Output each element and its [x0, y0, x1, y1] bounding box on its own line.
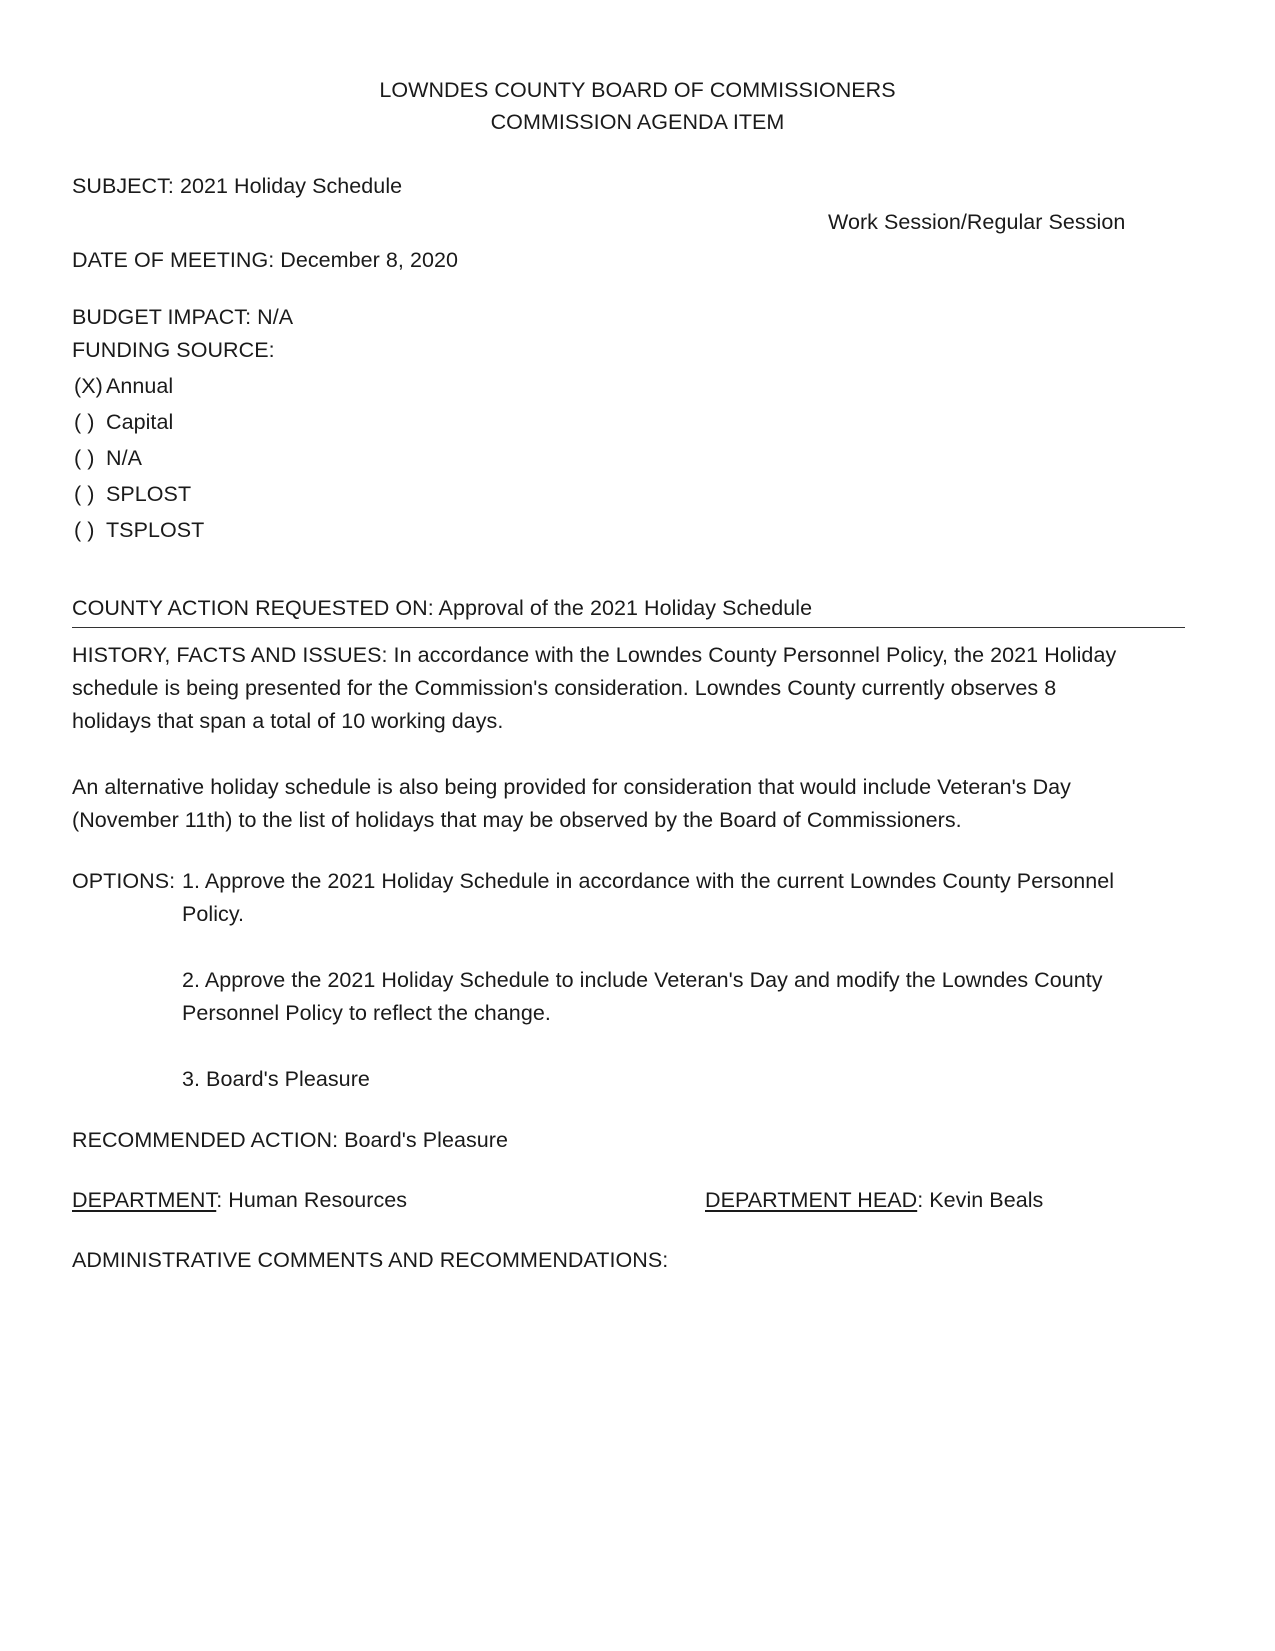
funding-checkbox: ( ): [74, 446, 95, 470]
option-1-line-1: 1. Approve the 2021 Holiday Schedule in accordance with the current Lowndes County Personnel: [182, 869, 1115, 893]
subject-line: SUBJECT: 2021 Holiday Schedule: [72, 174, 403, 198]
department-head: [705, 1185, 1043, 1216]
administrative-comments: ADMINISTRATIVE COMMENTS AND RECOMMENDATIONS:: [72, 1248, 669, 1272]
funding-option-label: Capital: [106, 410, 174, 434]
budget-impact: BUDGET IMPACT: N/A: [72, 305, 294, 329]
options-label: OPTIONS:: [72, 869, 176, 893]
funding-option-splost: [74, 479, 191, 510]
section-divider: [72, 627, 1185, 628]
history-line-3: holidays that span a total of 10 working days.: [72, 709, 504, 733]
department-head-value: : Kevin Beals: [917, 1188, 1044, 1212]
department: [72, 1185, 407, 1216]
department-label: DEPARTMENT: [72, 1188, 217, 1212]
funding-option-label: SPLOST: [106, 482, 192, 506]
county-action-requested: COUNTY ACTION REQUESTED ON: Approval of the 2021 Holiday Schedule: [72, 596, 813, 620]
option-1-line-2: Policy.: [182, 902, 245, 926]
history-line-1: HISTORY, FACTS AND ISSUES: In accordance with the Lowndes County Personnel Policy, the 2021 Holiday: [72, 643, 1117, 667]
session-type: Work Session/Regular Session: [828, 210, 1126, 234]
funding-checkbox-checked: (X): [74, 374, 103, 398]
option-3: 3. Board's Pleasure: [182, 1067, 370, 1091]
date-of-meeting: DATE OF MEETING: December 8, 2020: [72, 248, 458, 272]
funding-option-annual: [74, 371, 173, 402]
alternative-line-2: (November 11th) to the list of holidays that may be observed by the Board of Commissioners.: [72, 808, 962, 832]
alternative-line-1: An alternative holiday schedule is also being provided for consideration that would include Veteran's Day: [72, 775, 1071, 799]
funding-option-label: TSPLOST: [106, 518, 205, 542]
recommended-action: RECOMMENDED ACTION: Board's Pleasure: [72, 1128, 509, 1152]
funding-checkbox: ( ): [74, 482, 95, 506]
option-2-line-2: Personnel Policy to reflect the change.: [182, 1001, 551, 1025]
header-subtitle: COMMISSION AGENDA ITEM: [490, 110, 785, 134]
history-line-2: schedule is being presented for the Commission's consideration. Lowndes County currently observes 8: [72, 676, 1057, 700]
funding-option-tsplost: [74, 515, 204, 546]
funding-option-label: N/A: [106, 446, 142, 470]
funding-checkbox: ( ): [74, 410, 95, 434]
option-2-line-1: 2. Approve the 2021 Holiday Schedule to include Veteran's Day and modify the Lowndes County: [182, 968, 1103, 992]
department-head-label: DEPARTMENT HEAD: [705, 1188, 918, 1212]
department-value: : Human Resources: [216, 1188, 408, 1212]
header-title: LOWNDES COUNTY BOARD OF COMMISSIONERS: [379, 78, 896, 102]
funding-option-label: Annual: [106, 374, 174, 398]
funding-source-label: FUNDING SOURCE:: [72, 338, 275, 362]
funding-option-na: [74, 443, 142, 474]
funding-checkbox: ( ): [74, 518, 95, 542]
funding-option-capital: [74, 407, 173, 438]
